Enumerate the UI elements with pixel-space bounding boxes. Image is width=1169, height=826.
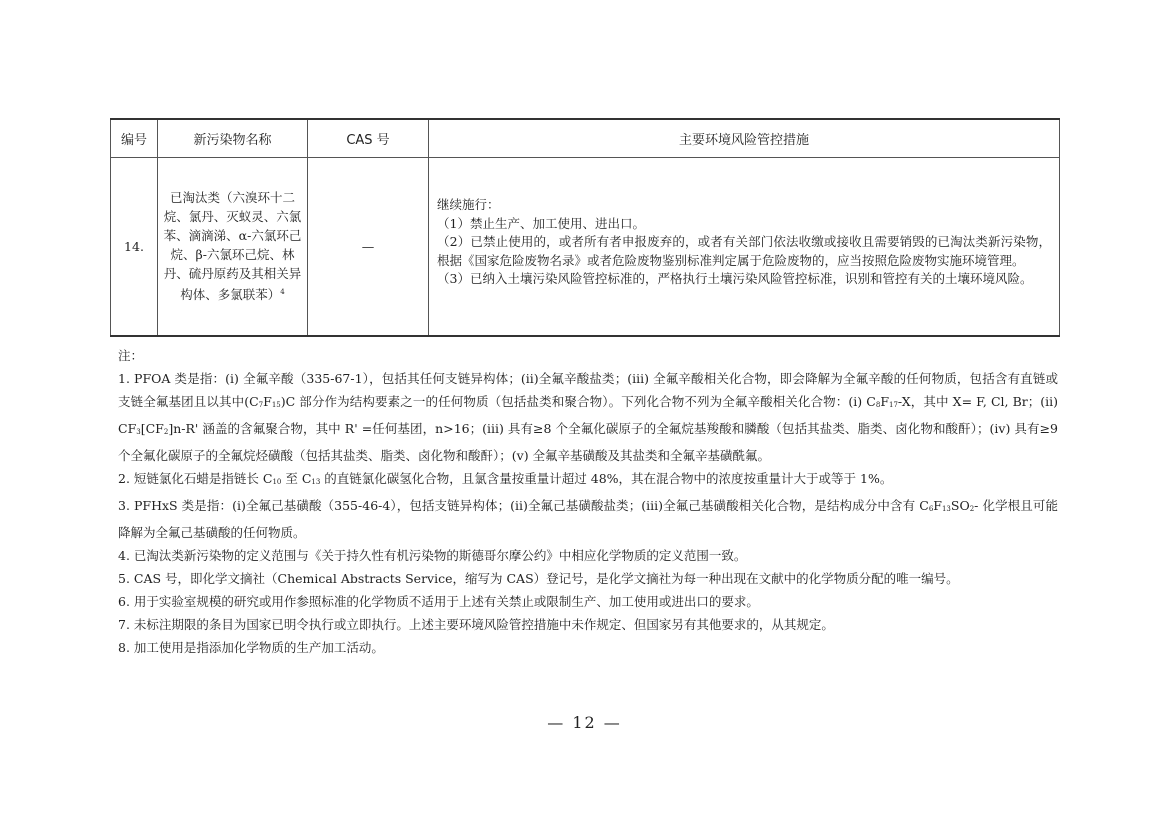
note-text: SO bbox=[950, 498, 970, 513]
table-header-row bbox=[111, 119, 1060, 158]
note-2 bbox=[118, 467, 1058, 494]
measure-3: （3）已纳入土壤污染风险管控标准的，严格执行土壤污染风险管控标准，识别和管控有关的土壤环境风险。 bbox=[437, 271, 1033, 286]
note-text: 1. PFOA 类是指：(i) 全氟辛酸（335-67-1），包括其任何支链异构体；(ii)全氟辛酸盐类；(iii) 全氟辛酸相关化合物，即会降解为全氟辛酸的任何物质，包括含有直链或支链全氟基团且以其中(C bbox=[118, 371, 1058, 409]
note-1 bbox=[118, 367, 1058, 467]
note-6: 6. 用于实验室规模的研究或用作参照标准的化学物质不适用于上述有关禁止或限制生产、加工使用或进出口的要求。 bbox=[118, 594, 759, 609]
header-cas: CAS 号 bbox=[308, 119, 429, 158]
note-text: F bbox=[880, 394, 889, 409]
subscript: 17 bbox=[889, 401, 898, 409]
note-3 bbox=[118, 494, 1058, 544]
note-text: 2. 短链氯化石蜡是指链长 C bbox=[118, 471, 273, 486]
measure-2: （2）已禁止使用的，或者所有者申报废弃的，或者有关部门依法收缴或接收且需要销毁的已淘汰类新污染物，根据《国家危险废物名录》或者危险废物鉴别标准判定属于危险废物的，应当按照危险废物实施环境管理。 bbox=[437, 234, 1051, 268]
subscript: 13 bbox=[941, 505, 951, 513]
note-text: 3. PFHxS 类是指：(i)全氟己基磺酸（355-46-4），包括支链异构体；(ii)全氟己基磺酸盐类；(iii)全氟己基磺酸相关化合物，是结构成分中含有 C bbox=[118, 498, 929, 513]
row-pollutant-name bbox=[158, 158, 308, 336]
header-measures: 主要环境风险管控措施 bbox=[429, 119, 1060, 158]
note-text: -X，其中 X= F, Cl, Br；(ii) CF bbox=[118, 394, 1058, 436]
pollutant-table bbox=[110, 118, 1060, 337]
subscript: 2 bbox=[163, 428, 169, 436]
row-number: 14. bbox=[111, 158, 158, 336]
note-text: F bbox=[263, 394, 272, 409]
subscript: 3 bbox=[136, 428, 141, 436]
note-text: 至 C bbox=[281, 471, 312, 486]
table-row bbox=[111, 158, 1060, 336]
footnote-ref: 4 bbox=[280, 288, 285, 297]
subscript: 6 bbox=[928, 505, 934, 513]
note-text: ]n-R' 涵盖的含氟聚合物，其中 R' =任何基团，n>16；(iii) 具有≥8 个全氟化碳原子的全氟烷基羧酸和膦酸（包括其盐类、脂类、卤化物和酸酐）；(iv) 具有≥9 个全氟化碳原子的全氟烷烃磺酸（包括其盐类、脂类、卤化物和酸酐）；(v) 全氟辛基磺酸及其盐类和全氟辛基磺酰氟。 bbox=[118, 421, 1058, 463]
note-5: 5. CAS 号，即化学文摘社（Chemical Abstracts Service，缩写为 CAS）登记号，是化学文摘社为每一种出现在文献中的化学物质分配的唯一编号。 bbox=[118, 571, 959, 586]
header-name: 新污染物名称 bbox=[158, 119, 308, 158]
pollutant-name-text: 已淘汰类（六溴环十二烷、氯丹、灭蚁灵、六氯苯、滴滴涕、α-六氯环己烷、β-六氯环己烷、林丹、硫丹原药及其相关异构体、多氯联苯） bbox=[163, 190, 302, 303]
row-cas-number: — bbox=[308, 158, 429, 336]
page-number: — 12 — bbox=[547, 713, 622, 732]
subscript: 15 bbox=[271, 401, 281, 409]
subscript: 2 bbox=[969, 505, 975, 513]
note-text: )C 部分作为结构要素之一的任何物质（包括盐类和聚合物）。下列化合物不列为全氟辛酸相关化合物：(i) C bbox=[280, 394, 876, 409]
measure-1: （1）禁止生产、加工使用、进出口。 bbox=[437, 215, 645, 231]
header-number: 编号 bbox=[111, 119, 158, 158]
note-text: F bbox=[933, 498, 942, 513]
note-7: 7. 未标注期限的条目为国家已明令执行或立即执行。上述主要环境风险管控措施中未作规定、但国家另有其他要求的，从其规定。 bbox=[118, 617, 834, 632]
note-4: 4. 已淘汰类新污染物的定义范围与《关于持久性有机污染物的斯德哥尔摩公约》中相应化学物质的定义范围一致。 bbox=[118, 548, 747, 563]
subscript: 13 bbox=[311, 478, 321, 486]
notes-title: 注： bbox=[118, 348, 144, 363]
note-8: 8. 加工使用是指添加化学物质的生产加工活动。 bbox=[118, 640, 384, 655]
subscript: 8 bbox=[875, 401, 881, 409]
measure-intro: 继续施行： bbox=[437, 197, 500, 212]
subscript: 10 bbox=[272, 478, 282, 486]
note-text: [CF bbox=[140, 421, 164, 436]
note-text: 的直链氯化碳氢化合物，且氯含量按重量计超过 48%，其在混合物中的浓度按重量计大于或等于 1%。 bbox=[320, 471, 893, 486]
notes-section bbox=[118, 344, 1058, 659]
note-text: - 化学根且可能降解为全氟己基磺酸的任何物质。 bbox=[118, 498, 1058, 540]
row-measures bbox=[429, 158, 1060, 336]
subscript: 7 bbox=[258, 401, 264, 409]
